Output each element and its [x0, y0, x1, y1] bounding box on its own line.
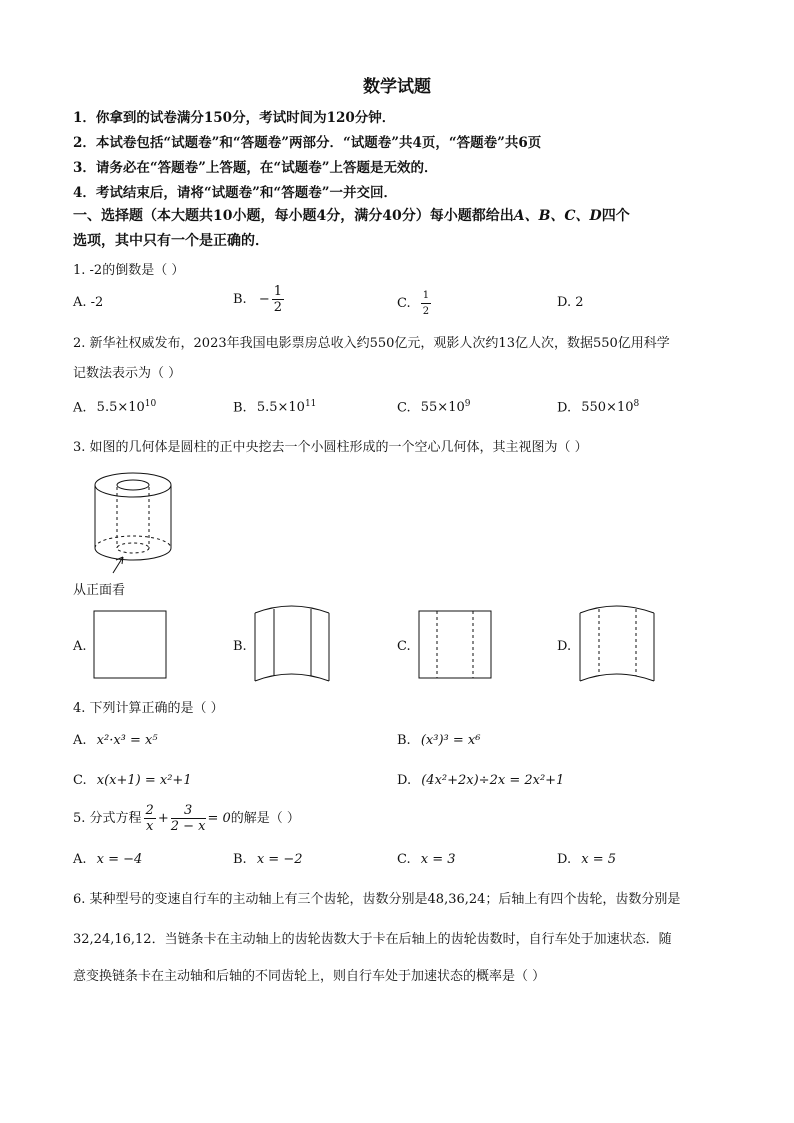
- q2-option-d-base: 550×10: [581, 400, 634, 416]
- q5-option-d-label: D.: [557, 852, 572, 867]
- q2-option-d: [557, 399, 639, 415]
- q5-stem-post: 的解是（ ）: [230, 811, 300, 826]
- q5-option-d: [557, 852, 616, 867]
- q6-stem-line3: 意变换链条卡在主动轴和后轴的不同齿轮上，则自行车处于加速状态的概率是（ ）: [73, 969, 546, 984]
- q2-option-b-base: 5.5×10: [256, 400, 305, 416]
- q1-option-b-label: B.: [233, 292, 247, 307]
- q6-stem-line1: 6. 某种型号的变速自行车的主动轴上有三个齿轮，齿数分别是48,36,24；后轴上有四个齿轮，齿数分别是: [73, 892, 681, 907]
- q1-option-b: [233, 284, 286, 315]
- q5-equals-zero: = 0: [207, 811, 231, 826]
- q4-option-d: [397, 773, 564, 788]
- page-title: 数学试题: [363, 77, 431, 97]
- q2-option-d-exponent: 8: [633, 399, 640, 409]
- q4-option-b-expr: (x³)³ = x⁶: [420, 733, 481, 748]
- q2-option-a-label: A.: [73, 400, 87, 416]
- q1-option-c-label: C.: [397, 296, 411, 311]
- q2-option-c-base: 55×10: [420, 400, 465, 416]
- q4-option-b: [397, 733, 480, 748]
- q1-option-c-denominator: 2: [422, 306, 430, 317]
- q4-stem: 4. 下列计算正确的是（ ）: [73, 701, 224, 716]
- q4-option-c-label: C.: [73, 773, 87, 788]
- q2-stem-line2: 记数法表示为（ ）: [73, 366, 182, 381]
- q5-frac2-denominator: 2 − x: [170, 819, 206, 834]
- q1-option-d: D. 2: [557, 295, 584, 310]
- section-heading-line2: 选项，其中只有一个是正确的．: [73, 233, 269, 249]
- instruction-4: 4．考试结束后，请将“试题卷”和“答题卷”一并交回．: [73, 185, 397, 201]
- q1-option-a: A. -2: [73, 295, 104, 310]
- q3-option-c-figure: [418, 610, 493, 680]
- q3-option-d-label: D.: [557, 639, 572, 654]
- q4-option-c-expr: x(x+1) = x²+1: [96, 773, 192, 788]
- q5-frac1-denominator: x: [146, 819, 154, 834]
- q1-option-b-sign: −: [258, 292, 270, 307]
- q2-option-b: [233, 399, 316, 415]
- q5-option-b-expr: x = −2: [256, 852, 303, 867]
- q5-option-b: [233, 852, 302, 867]
- q1-option-b-numerator: 1: [273, 284, 283, 299]
- q4-option-a-label: A.: [73, 733, 87, 748]
- q4-option-a-expr: x²·x³ = x⁵: [96, 733, 158, 748]
- instruction-2: 2．本试卷包括“试题卷”和“答题卷”两部分．“试题卷”共4页，“答题卷”共6页: [73, 135, 542, 151]
- q3-figure-caption: 从正面看: [73, 583, 126, 598]
- instruction-3: 3．请务必在“答题卷”上答题，在“试题卷”上答题是无效的．: [73, 160, 438, 176]
- q5-option-c-label: C.: [397, 852, 411, 867]
- hole-bottom-hidden: [117, 543, 149, 553]
- section-heading-text: 一、选择题（本大题共10小题，每小题4分，满分40分）每小题都给出: [73, 208, 514, 224]
- cylinder-bottom-back: [95, 536, 171, 548]
- q1-option-c-numerator: 1: [421, 288, 431, 304]
- q3-stem: 3. 如图的几何体是圆柱的正中央挖去一个小圆柱形成的一个空心几何体，其主视图为（ ）: [73, 440, 588, 455]
- q5-option-b-label: B.: [233, 852, 247, 867]
- q3-option-c-label: C.: [397, 639, 411, 654]
- q3-option-d-figure: [578, 603, 658, 685]
- q5-frac1-numerator: 2: [145, 803, 154, 818]
- q3-option-a-label: A.: [73, 639, 87, 654]
- q1-option-c: [397, 288, 433, 319]
- q2-option-d-label: D.: [557, 400, 572, 416]
- q1-option-b-denominator: 2: [273, 300, 283, 315]
- q2-option-c: [397, 399, 470, 415]
- q2-option-a-exponent: 10: [144, 399, 157, 409]
- q4-option-d-label: D.: [397, 773, 412, 788]
- q6-stem-line2: 32,24,16,12．当链条卡在主动轴上的齿轮齿数大于卡在后轴上的齿轮齿数时，自行车处于加速状态．随: [73, 932, 672, 947]
- q4-option-c: [73, 773, 192, 788]
- q4-option-d-expr: (4x²+2x)÷2x = 2x²+1: [421, 773, 565, 788]
- q4-option-b-label: B.: [397, 733, 411, 748]
- q4-option-a: [73, 733, 158, 748]
- q2-option-b-exponent: 11: [304, 399, 317, 409]
- q5-frac2-numerator: 3: [171, 803, 206, 819]
- q2-option-a: [73, 399, 156, 415]
- q2-option-c-exponent: 9: [464, 399, 471, 409]
- q5-plus: +: [157, 811, 169, 826]
- q5-option-c-expr: x = 3: [420, 852, 456, 867]
- section-letters: A、B、C、D: [513, 208, 602, 224]
- section-heading-end: 四个: [601, 208, 630, 224]
- q2-stem-line1: 2. 新华社权威发布，2023年我国电影票房总收入约550亿元，观影人次约13亿人次，数据550亿用科学: [73, 336, 670, 351]
- q5-stem-pre: 5. 分式方程: [73, 811, 142, 826]
- q2-option-c-label: C.: [397, 400, 411, 416]
- hollow-cylinder-figure: [85, 465, 185, 590]
- q2-option-b-label: B.: [233, 400, 247, 416]
- cylinder-top-inner: [117, 480, 149, 490]
- q5-option-d-expr: x = 5: [581, 852, 616, 867]
- q5-option-c: [397, 852, 456, 867]
- q5-option-a: [73, 852, 142, 867]
- q3-option-b-figure: [253, 603, 333, 685]
- q1-stem: 1. -2的倒数是（ ）: [73, 263, 185, 278]
- cylinder-bottom-front: [95, 548, 171, 560]
- q5-option-a-expr: x = −4: [96, 852, 143, 867]
- q5-option-a-label: A.: [73, 852, 87, 867]
- instruction-1: 1．你拿到的试卷满分150分，考试时间为120分钟．: [73, 110, 396, 126]
- cylinder-top-outer: [95, 473, 171, 497]
- q2-option-a-base: 5.5×10: [96, 400, 145, 416]
- q3-option-a-figure: [93, 610, 168, 680]
- section-heading: [73, 205, 630, 225]
- q3-option-b-label: B.: [233, 639, 247, 654]
- q5-stem: [73, 803, 300, 834]
